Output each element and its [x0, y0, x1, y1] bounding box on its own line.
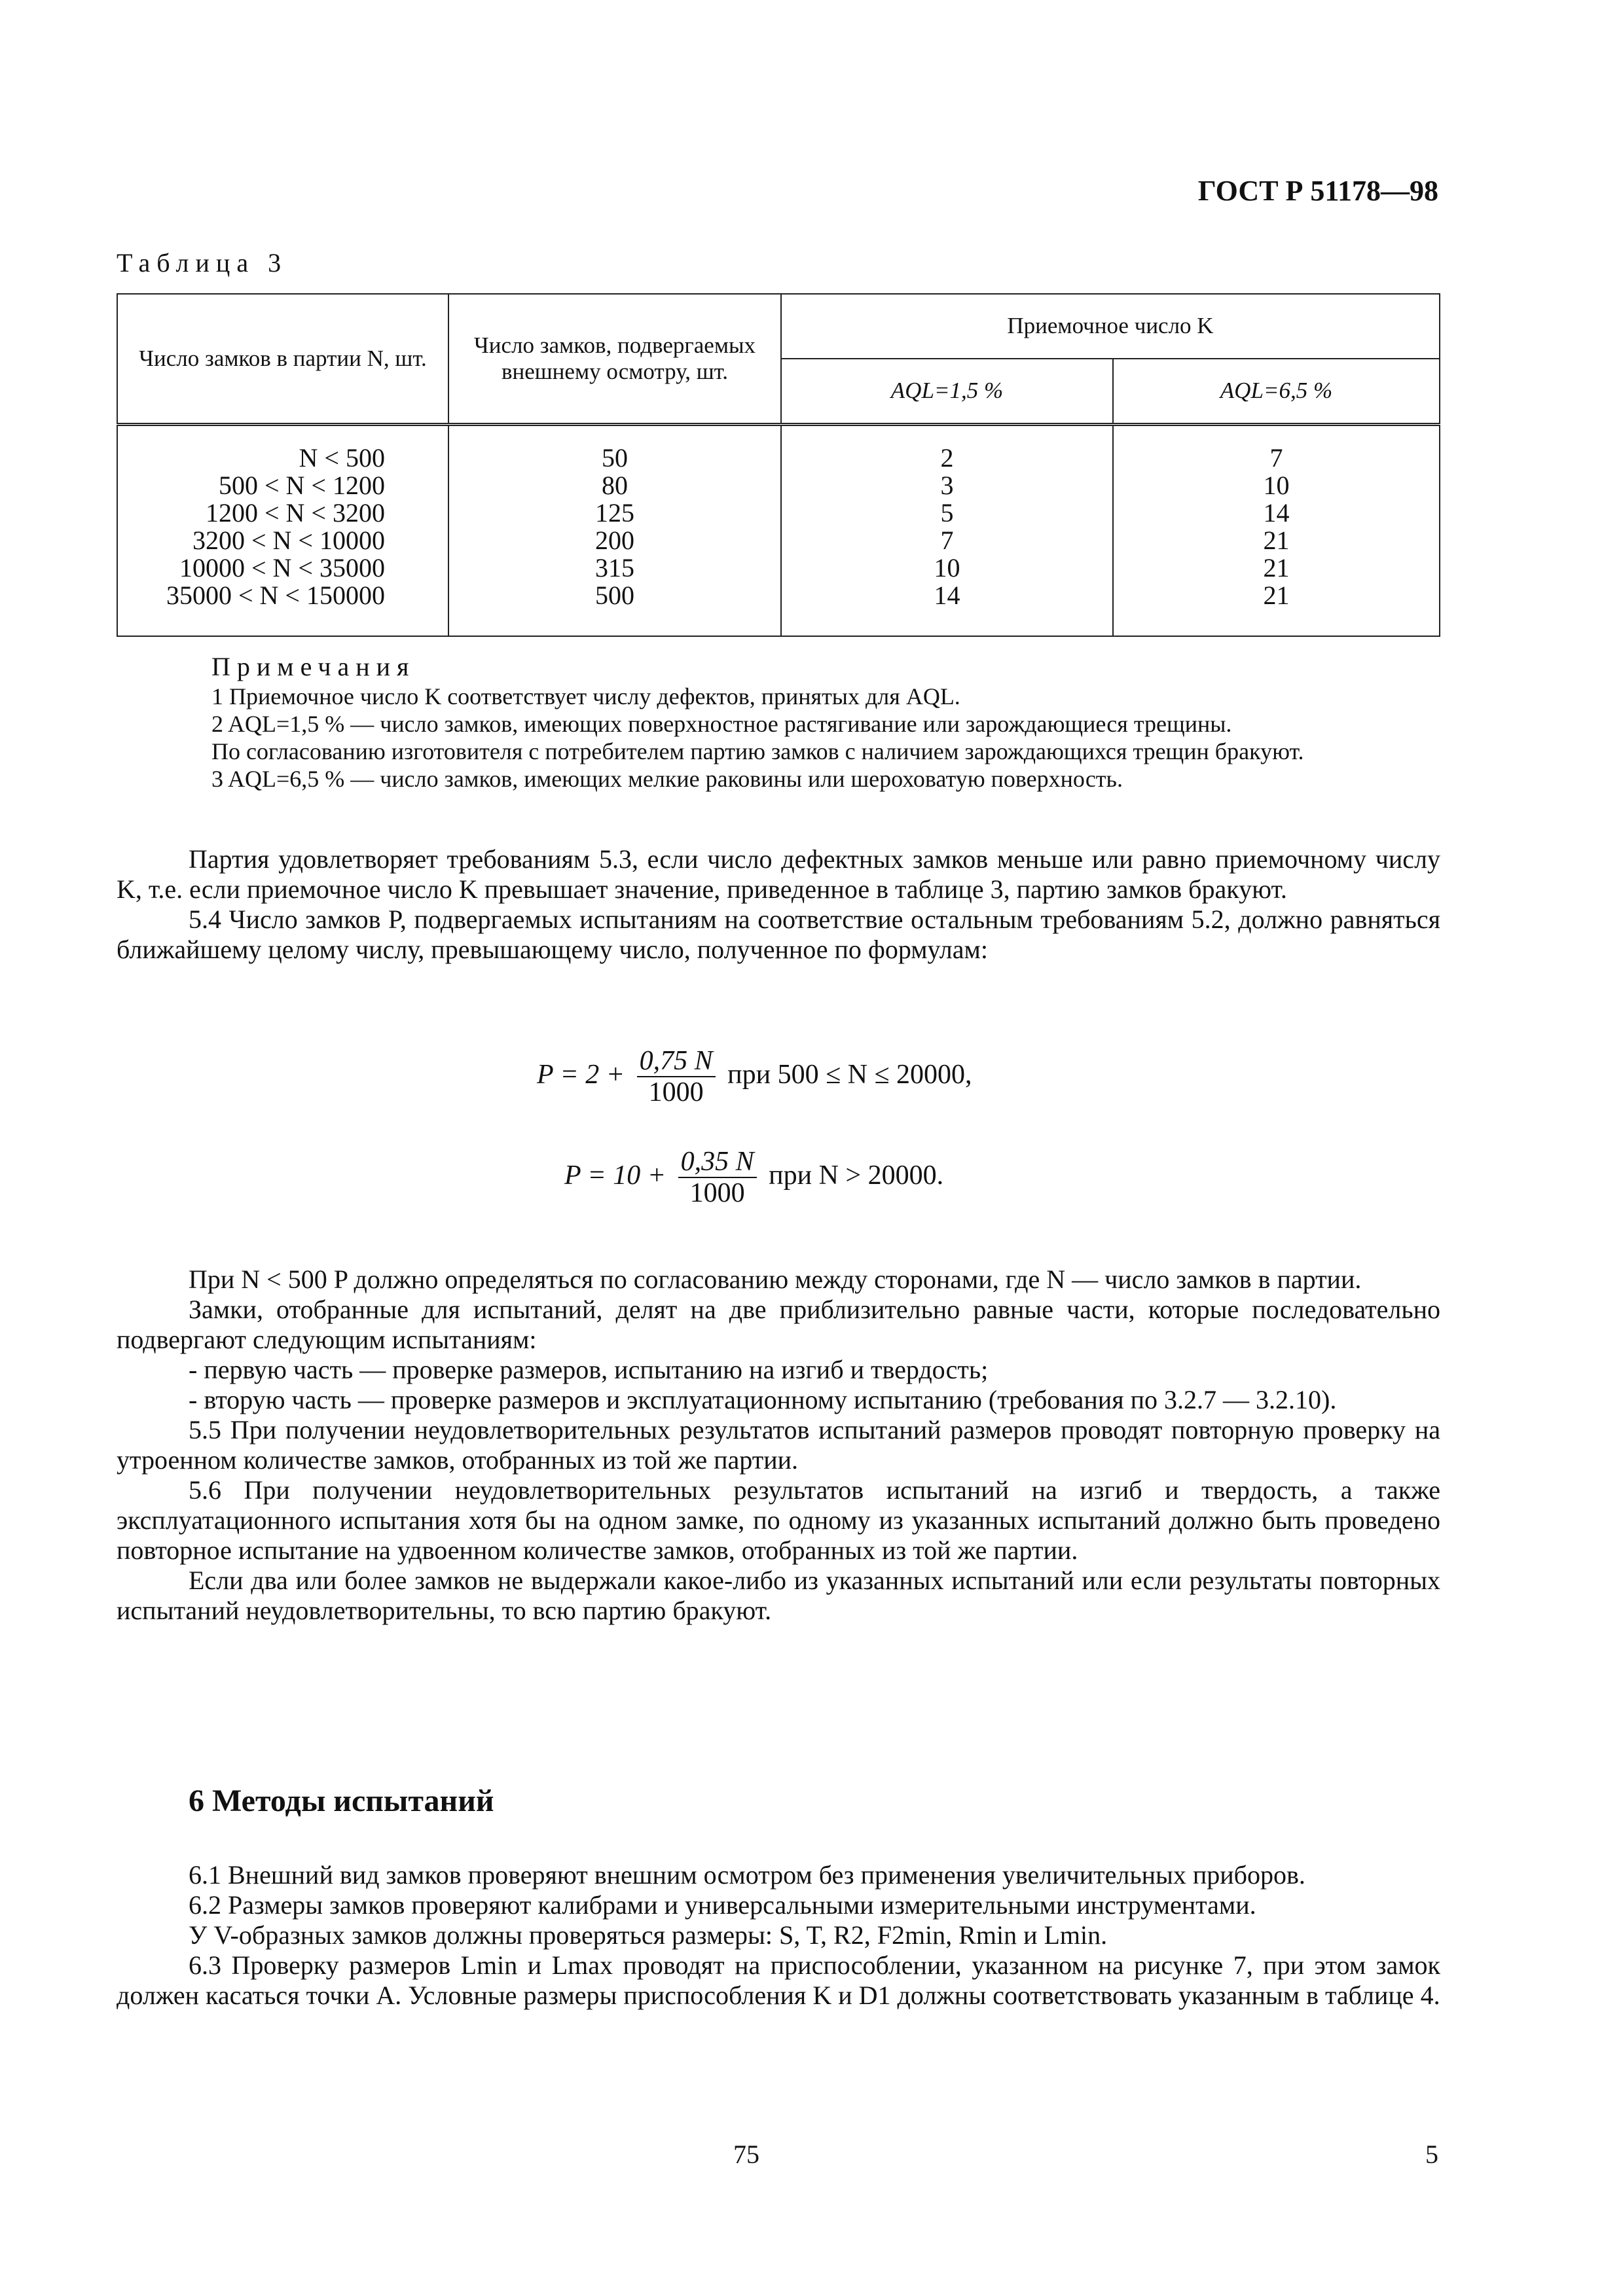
section-5-text-bottom	[117, 1265, 1440, 1626]
cell-inspected: 500	[595, 581, 634, 610]
document-code: ГОСТ Р 51178—98	[1197, 175, 1438, 207]
formula-1-fraction	[637, 1046, 716, 1107]
formula-2-denominator: 1000	[689, 1178, 745, 1209]
cell-range: N < 500	[299, 443, 385, 473]
paragraph-6-2: 6.2 Размеры замков проверяют калибрами и универсальными измерительными инструментами.	[189, 1890, 1256, 1920]
formula-2-numerator: 0,35 N	[678, 1147, 757, 1178]
note-1: 1 Приемочное число K соответствует числу дефектов, принятых для AQL.	[211, 683, 960, 709]
cell-aql15: 7	[940, 526, 954, 555]
paragraph-6-2-v-locks: У V-образных замков должны проверяться размеры: S, T, R2, F2min, Rmin и Lmin.	[189, 1920, 1108, 1950]
cell-range: 3200 < N < 10000	[192, 526, 385, 555]
section-5-text-top	[117, 844, 1440, 965]
paragraph-5-5: 5.5 При получении неудовлетворительных результатов испытаний размеров проводят повторную проверку на утроенном количестве замков, отобранных из той же партии.	[117, 1415, 1440, 1475]
note-2-continuation: По согласованию изготовителя с потребителем партию замков с наличием зарождающихся трещин бракуют.	[211, 738, 1304, 765]
cell-aql15: 5	[940, 498, 954, 528]
cell-aql65: 7	[1269, 443, 1283, 473]
cell-range: 35000 < N < 150000	[166, 581, 385, 610]
paragraph-small-lot: При N < 500 P должно определяться по согласованию между сторонами, где N — число замков в партии.	[189, 1265, 1362, 1294]
cell-aql65: 14	[1263, 498, 1290, 528]
formula-1-denominator: 1000	[648, 1077, 704, 1108]
note-3: 3 AQL=6,5 % — число замков, имеющих мелкие раковины или шероховатую поверхность.	[211, 766, 1123, 793]
paragraph-5-4: 5.4 Число замков P, подвергаемых испытаниям на соответствие остальным требованиям 5.2, должно равняться ближайшему целому числу, превышающему число, полученное по формулам:	[117, 905, 1440, 964]
cell-inspected: 50	[602, 443, 628, 473]
formula-1-numerator: 0,75 N	[637, 1046, 716, 1077]
paragraph-reject: Если два или более замков не выдержали какое-либо из указанных испытаний или если результаты повторных испытаний неудовлетворительны, то всю партию бракуют.	[117, 1566, 1440, 1625]
formula-2	[564, 1147, 943, 1208]
formula-2-lhs: P = 10 +	[564, 1160, 666, 1191]
header-acceptance-number: Приемочное число K	[781, 294, 1440, 359]
cell-aql15: 3	[940, 471, 954, 500]
paragraph-6-3: 6.3 Проверку размеров Lmin и Lmax проводят на приспособлении, указанном на рисунке 7, при этом замок должен касаться точки A. Условные размеры приспособления K и D1 должны соответствовать указанным в таблице 4.	[117, 1950, 1440, 2010]
paragraph-6-1: 6.1 Внешний вид замков проверяют внешним осмотром без применения увеличительных приборов.	[189, 1860, 1305, 1890]
formula-1-lhs: P = 2 +	[537, 1059, 625, 1090]
cell-aql65: 21	[1263, 581, 1290, 610]
cell-inspected: 315	[595, 553, 634, 583]
cell-range: 500 < N < 1200	[218, 471, 385, 500]
header-lot-size: Число замков в партии N, шт.	[117, 294, 448, 425]
formula-1	[537, 1046, 972, 1107]
formula-1-condition: при 500 ≤ N ≤ 20000,	[727, 1059, 972, 1090]
cell-range: 1200 < N < 3200	[205, 498, 385, 528]
cell-inspected: 200	[595, 526, 634, 555]
page-number-center: 75	[733, 2140, 759, 2169]
cell-range: 10000 < N < 35000	[179, 553, 385, 583]
formula-2-condition: при N > 20000.	[769, 1160, 944, 1191]
paragraph-first-part: - первую часть — проверке размеров, испытанию на изгиб и твердость;	[189, 1355, 989, 1384]
cell-inspected: 80	[602, 471, 628, 500]
section-6-text	[117, 1860, 1440, 2011]
column-inspected	[448, 426, 781, 636]
cell-aql15: 10	[934, 553, 960, 583]
table-caption: Таблица 3	[117, 248, 288, 278]
note-2: 2 AQL=1,5 % — число замков, имеющих поверхностное растягивание или зарождающиеся трещины.	[211, 710, 1232, 737]
paragraph-5-6: 5.6 При получении неудовлетворительных результатов испытаний на изгиб и твердость, а также эксплуатационного испытания хотя бы на одном замке, по одному из указанных испытаний должно быть проведено повторное испытание на удвоенном количестве замков, отобранных из той же партии.	[117, 1475, 1440, 1565]
paragraph-split-lots: Замки, отобранные для испытаний, делят на две приблизительно равные части, которые последовательно подвергают следующим испытаниям:	[117, 1295, 1440, 1354]
header-aql-1-5: AQL=1,5 %	[781, 359, 1113, 425]
cell-aql15: 2	[940, 443, 954, 473]
table-row	[117, 426, 1440, 636]
column-lot-size	[117, 426, 448, 636]
cell-aql65: 21	[1263, 526, 1290, 555]
header-inspected-count: Число замков, подвергаемых внешнему осмотру, шт.	[448, 294, 781, 425]
cell-aql65: 21	[1263, 553, 1290, 583]
cell-inspected: 125	[595, 498, 634, 528]
formula-2-fraction	[678, 1147, 757, 1208]
cell-aql65: 10	[1263, 471, 1290, 500]
table-notes	[117, 652, 1440, 793]
cell-aql15: 14	[934, 581, 960, 610]
column-aql-6-5	[1113, 426, 1440, 636]
section-6-heading: 6 Методы испытаний	[189, 1784, 494, 1818]
notes-title: Примечания	[211, 652, 416, 681]
table-3	[117, 293, 1440, 637]
page-number-right: 5	[1425, 2140, 1438, 2169]
header-aql-6-5: AQL=6,5 %	[1113, 359, 1440, 425]
column-aql-1-5	[781, 426, 1113, 636]
paragraph-acceptance: Партия удовлетворяет требованиям 5.3, если число дефектных замков меньше или равно приемочному числу K, т.е. если приемочное число K превышает значение, приведенное в таблице 3, партию замков бракуют.	[117, 844, 1440, 904]
paragraph-second-part: - вторую часть — проверке размеров и эксплуатационному испытанию (требования по 3.2.7 — 3.2.10).	[189, 1385, 1337, 1414]
